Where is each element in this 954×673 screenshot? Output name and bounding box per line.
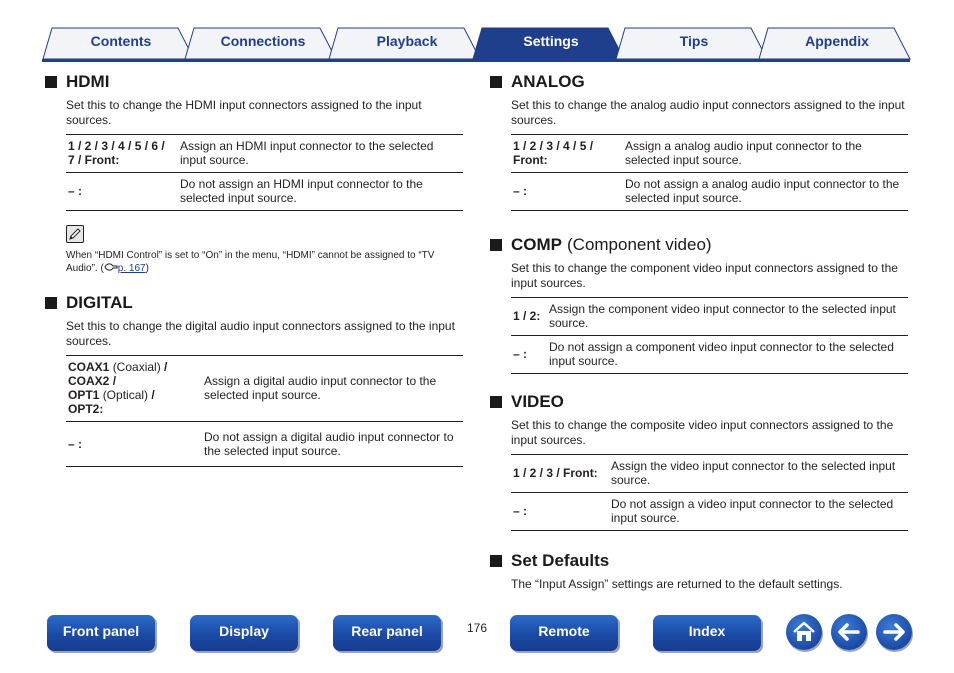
option-value: Do not assign a component video input connector to the selected input source. — [545, 336, 908, 374]
section-description: Set this to change the component video input connectors assigned to the input sources. — [511, 261, 898, 290]
home-button[interactable] — [786, 614, 822, 650]
square-bullet-icon — [490, 76, 502, 88]
tab-label: Tips — [679, 33, 709, 49]
section-heading — [45, 291, 463, 315]
option-value: Do not assign a analog audio input connector to the selected input source. — [621, 173, 908, 211]
tab-label: Connections — [220, 33, 306, 49]
section-description: Set this to change the digital audio input connectors assigned to the input sources. — [66, 319, 455, 348]
option-value: Do not assign a video input connector to the selected input source. — [607, 493, 908, 531]
table-row — [66, 173, 463, 211]
front-panel-button[interactable]: Front panel — [47, 615, 155, 651]
option-key: – : — [66, 173, 176, 211]
table-row — [66, 356, 463, 422]
comp-section — [490, 233, 908, 374]
back-button[interactable] — [831, 614, 867, 650]
key-part: OPT2: — [68, 402, 104, 416]
key-part: / — [164, 360, 168, 374]
section-heading — [490, 549, 908, 573]
option-value: Assign a analog audio input connector to the selected input source. — [621, 135, 908, 173]
option-value: Assign the component video input connector to the selected input source. — [545, 298, 908, 336]
right-column — [490, 70, 908, 592]
section-title: COMP — [511, 235, 562, 254]
home-icon — [786, 614, 822, 650]
analog-section — [490, 70, 908, 211]
option-key: – : — [66, 422, 200, 467]
arrow-left-icon — [831, 614, 867, 650]
section-description: Set this to change the composite video input connectors assigned to the input sources. — [511, 418, 894, 447]
tab-playback[interactable] — [328, 26, 486, 60]
section-description: Set this to change the HDMI input connectors assigned to the input sources. — [66, 98, 422, 127]
option-key: 1 / 2 / 3 / Front: — [511, 455, 607, 493]
section-heading — [490, 70, 908, 94]
tab-settings[interactable] — [472, 26, 630, 60]
pencil-glyph — [68, 227, 82, 241]
section-title: ANALOG — [511, 72, 585, 91]
tab-label: Settings — [523, 33, 579, 49]
hdmi-section — [45, 70, 463, 275]
options-table — [511, 454, 908, 531]
table-row — [511, 336, 908, 374]
key-part: / — [151, 388, 155, 402]
page-number: 176 — [466, 621, 488, 635]
index-button[interactable]: Index — [653, 615, 761, 651]
option-key: – : — [511, 493, 607, 531]
options-table — [511, 134, 908, 211]
option-value: Do not assign an HDMI input connector to the selected input source. — [176, 173, 463, 211]
tab-label: Playback — [376, 33, 438, 49]
pencil-note-icon — [66, 225, 84, 243]
key-part: COAX2 — [68, 374, 110, 388]
option-key: 1 / 2 / 3 / 4 / 5 / Front: — [511, 135, 621, 173]
tab-label: Contents — [90, 33, 152, 49]
section-title: VIDEO — [511, 392, 564, 411]
table-row — [66, 135, 463, 173]
option-value: Do not assign a digital audio input connector to the selected input source. — [200, 422, 463, 467]
section-title: Set Defaults — [511, 551, 610, 570]
square-bullet-icon — [45, 76, 57, 88]
key-part: (Coaxial) — [112, 360, 161, 374]
square-bullet-icon — [45, 297, 57, 309]
display-button[interactable]: Display — [190, 615, 298, 651]
section-heading — [490, 233, 908, 257]
option-key: 1 / 2: — [511, 298, 545, 336]
table-row — [511, 455, 908, 493]
note-body: When “HDMI Control” is set to “On” in the menu, “HDMI” cannot be assigned to “TV Audio”. — [66, 250, 435, 274]
set-defaults-section — [490, 549, 908, 592]
note-block — [66, 225, 463, 275]
video-section — [490, 390, 908, 531]
option-key: – : — [511, 173, 621, 211]
section-subtitle: (Component video) — [567, 235, 712, 254]
option-key: – : — [511, 336, 545, 374]
options-table — [66, 134, 463, 211]
page-reference-icon — [104, 262, 118, 272]
tab-label: Appendix — [805, 33, 869, 49]
option-key: 1 / 2 / 3 / 4 / 5 / 6 / 7 / Front: — [66, 135, 176, 173]
square-bullet-icon — [490, 239, 502, 251]
key-part: / — [112, 374, 117, 388]
left-column — [45, 70, 463, 467]
option-value: Assign a digital audio input connector to the selected input source. — [200, 356, 463, 422]
square-bullet-icon — [490, 555, 502, 567]
digital-section — [45, 291, 463, 467]
note-text: When “HDMI Control” is set to “On” in the menu, “HDMI” cannot be assigned to “TV Audio”. ( p. 167) — [66, 250, 435, 274]
square-bullet-icon — [490, 396, 502, 408]
tab-underline — [42, 59, 910, 62]
key-part: (Optical) — [102, 388, 149, 402]
table-row — [511, 298, 908, 336]
arrow-right-icon — [876, 614, 912, 650]
options-table — [66, 355, 463, 467]
section-heading — [45, 70, 463, 94]
table-row — [511, 173, 908, 211]
key-part: COAX1 — [68, 360, 110, 374]
section-heading — [490, 390, 908, 414]
table-row — [66, 422, 463, 467]
rear-panel-button[interactable]: Rear panel — [333, 615, 441, 651]
option-value: Assign an HDMI input connector to the selected input source. — [176, 135, 463, 173]
page-reference-link[interactable]: p. 167 — [117, 263, 146, 274]
section-description: The “Input Assign” settings are returned to the default settings. — [511, 577, 843, 591]
remote-button[interactable]: Remote — [510, 615, 618, 651]
forward-button[interactable] — [876, 614, 912, 650]
section-description: Set this to change the analog audio input connectors assigned to the input sources. — [511, 98, 905, 127]
option-key — [66, 356, 200, 422]
section-title: HDMI — [66, 72, 110, 91]
key-part: OPT1 — [68, 388, 100, 402]
options-table — [511, 297, 908, 374]
tab-appendix[interactable] — [758, 26, 916, 60]
table-row — [511, 493, 908, 531]
tab-contents[interactable] — [42, 26, 200, 60]
tab-connections[interactable] — [184, 26, 342, 60]
table-row — [511, 135, 908, 173]
section-title: DIGITAL — [66, 293, 133, 312]
tab-bar — [0, 26, 954, 62]
tab-tips[interactable] — [615, 26, 773, 60]
option-value: Assign the video input connector to the selected input source. — [607, 455, 908, 493]
